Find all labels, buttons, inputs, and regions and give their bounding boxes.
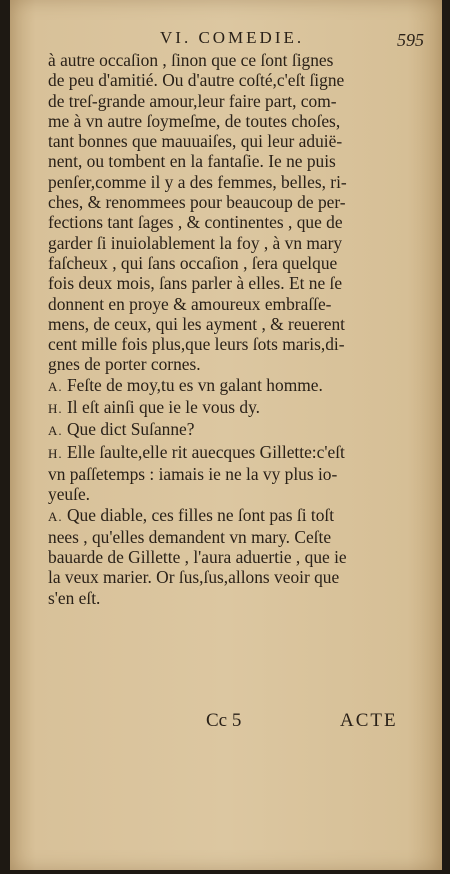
text-line: nent, ou tombent en la fantaſie. Ie ne puis bbox=[48, 151, 336, 172]
text-line: mens, de ceux, qui les ayment , & reuerent bbox=[48, 313, 345, 334]
book-page bbox=[10, 0, 442, 870]
dialogue-turn bbox=[48, 397, 426, 419]
speech-text: Elle ſaulte,elle rit auecques Gillette:c'eſt bbox=[67, 441, 345, 462]
speech-text: nees , qu'elles demandent vn mary. Ceſte bbox=[48, 526, 332, 547]
text-line: garder ſi inuiolablement la foy , à vn mary bbox=[48, 232, 343, 253]
text-line: faſcheux , qui ſans occaſion , ſera quelque bbox=[48, 252, 338, 273]
speaker-marker: H. bbox=[48, 401, 63, 417]
text-line: de treſ-grande amour,leur faire part, com- bbox=[48, 90, 337, 111]
text-line: fections tant ſages , & continentes , que de bbox=[48, 212, 343, 233]
speech-text: Que diable, ces filles ne ſont pas ſi toſt bbox=[67, 504, 335, 525]
speech-text: vn paſſetemps : iamais ie ne la vy plus io- bbox=[48, 463, 338, 484]
speech-text: Il eſt ainſi que ie le vous dy. bbox=[67, 397, 261, 418]
body-text bbox=[48, 50, 426, 608]
speech-text: la veux marier. Or ſus,ſus,allons veoir que bbox=[48, 567, 340, 588]
dialogue-turn bbox=[48, 505, 426, 608]
signature-mark: Cc 5 bbox=[206, 710, 242, 731]
text-line: me à vn autre ſoymeſme, de toutes choſes, bbox=[48, 110, 341, 131]
text-line: tant bonnes que mauuaiſes, qui leur aduië- bbox=[48, 131, 343, 152]
speech-text: Que dict Suſanne? bbox=[67, 419, 195, 440]
text-line: donnent en proye & amoureux embraſſe- bbox=[48, 293, 332, 314]
text-line: de peu d'amitié. Ou d'autre coſté,c'eſt ſigne bbox=[48, 70, 345, 91]
speaker-marker: A. bbox=[48, 378, 63, 394]
speaker-marker: A. bbox=[48, 508, 63, 524]
speech-text: yeuſe. bbox=[48, 484, 91, 505]
page-header bbox=[10, 28, 442, 52]
text-line: ches, & renommees pour beaucoup de per- bbox=[48, 192, 346, 213]
running-head: VI. COMEDIE. bbox=[160, 28, 305, 47]
text-line: penſer,comme il y a des femmes, belles, ri- bbox=[48, 171, 347, 192]
paragraph bbox=[48, 50, 426, 375]
speech-text: bauarde de Gillette , l'aura aduertie , que ie bbox=[48, 547, 347, 568]
text-line: gnes de porter cornes. bbox=[48, 354, 201, 375]
text-line: à autre occaſion , ſinon que ce ſont ſignes bbox=[48, 50, 334, 70]
catchword: ACTE bbox=[340, 710, 398, 731]
page-footer bbox=[10, 710, 442, 736]
dialogue-turn bbox=[48, 375, 426, 397]
dialogue-turn bbox=[48, 442, 426, 505]
page-number: 595 bbox=[397, 30, 424, 50]
dialogue-turn bbox=[48, 419, 426, 441]
text-line: cent mille fois plus,que leurs ſots maris,di- bbox=[48, 334, 345, 355]
speech-text: s'en eſt. bbox=[48, 587, 101, 608]
speaker-marker: H. bbox=[48, 445, 63, 461]
speech-text: Feſte de moy,tu es vn galant homme. bbox=[67, 374, 323, 395]
text-line: fois deux mois, ſans parler à elles. Et ne ſe bbox=[48, 273, 343, 294]
speaker-marker: A. bbox=[48, 423, 63, 439]
